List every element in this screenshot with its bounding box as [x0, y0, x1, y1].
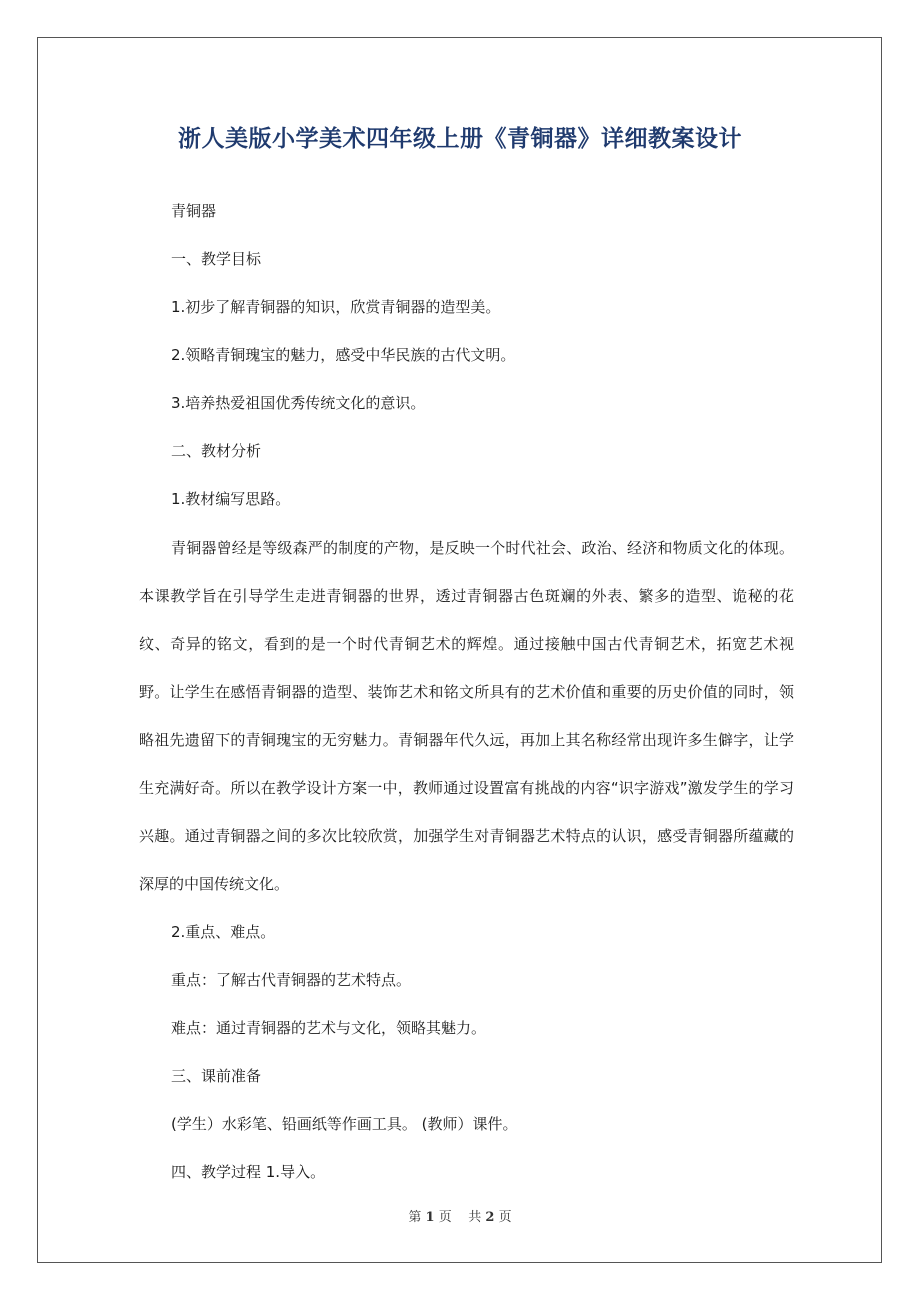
section-heading-goals: 一、教学目标	[171, 250, 262, 268]
material-analysis-paragraph: 青铜器曾经是等级森严的制度的产物，是反映一个时代社会、政治、经济和物质文化的体现。本课教学旨在引导学生走进青铜器的世界，透过青铜器古色斑斓的外表、繁多的造型、诡秘的花纹、奇异的铭文，看到的是一个时代青铜艺术的辉煌。通过接触中国古代青铜艺术，拓宽艺术视野。让学生在感悟青铜器的造型、装饰艺术和铭文所具有的艺术价值和重要的历史价值的同时，领略祖先遗留下的青铜瑰宝的无穷魅力。青铜器年代久远，再加上其名称经常出现许多生僻字，让学生充满好奇。所以在教学设计方案一中，教师通过设置富有挑战的内容“识字游戏”激发学生的学习兴趣。通过青铜器之间的多次比较欣赏，加强学生对青铜器艺术特点的认识，感受青铜器所蕴藏的深厚的中国传统文化。	[139, 539, 794, 893]
footer-page-prefix: 第	[408, 1210, 422, 1225]
footer-total-suffix: 页	[498, 1210, 512, 1225]
goal-item-3: 3.培养热爱祖国优秀传统文化的意识。	[171, 394, 426, 412]
goal-item-2: 2.领略青铜瑰宝的魅力，感受中华民族的古代文明。	[171, 346, 516, 364]
preparation-line: (学生）水彩笔、铅画纸等作画工具。 (教师）课件。	[171, 1115, 518, 1133]
page-footer	[0, 1206, 920, 1225]
subheading-writing-idea: 1.教材编写思路。	[171, 490, 291, 508]
section-heading-preparation: 三、课前准备	[171, 1067, 262, 1085]
footer-page-suffix: 页	[438, 1210, 452, 1225]
footer-total-pages: 2	[485, 1210, 495, 1225]
subheading-key-points: 2.重点、难点。	[171, 923, 276, 941]
subject-line: 青铜器	[171, 202, 217, 220]
footer-current-page: 1	[425, 1210, 435, 1225]
footer-total-prefix: 共	[468, 1210, 482, 1225]
key-point-line: 重点：了解古代青铜器的艺术特点。	[171, 971, 412, 989]
goal-item-1: 1.初步了解青铜器的知识，欣赏青铜器的造型美。	[171, 298, 501, 316]
section-heading-material: 二、教材分析	[171, 442, 262, 460]
section-heading-process: 四、教学过程 1.导入。	[171, 1163, 326, 1181]
document-title: 浙人美版小学美术四年级上册《青铜器》详细教案设计	[178, 126, 742, 152]
difficult-point-line: 难点：通过青铜器的艺术与文化，领略其魅力。	[171, 1019, 487, 1037]
